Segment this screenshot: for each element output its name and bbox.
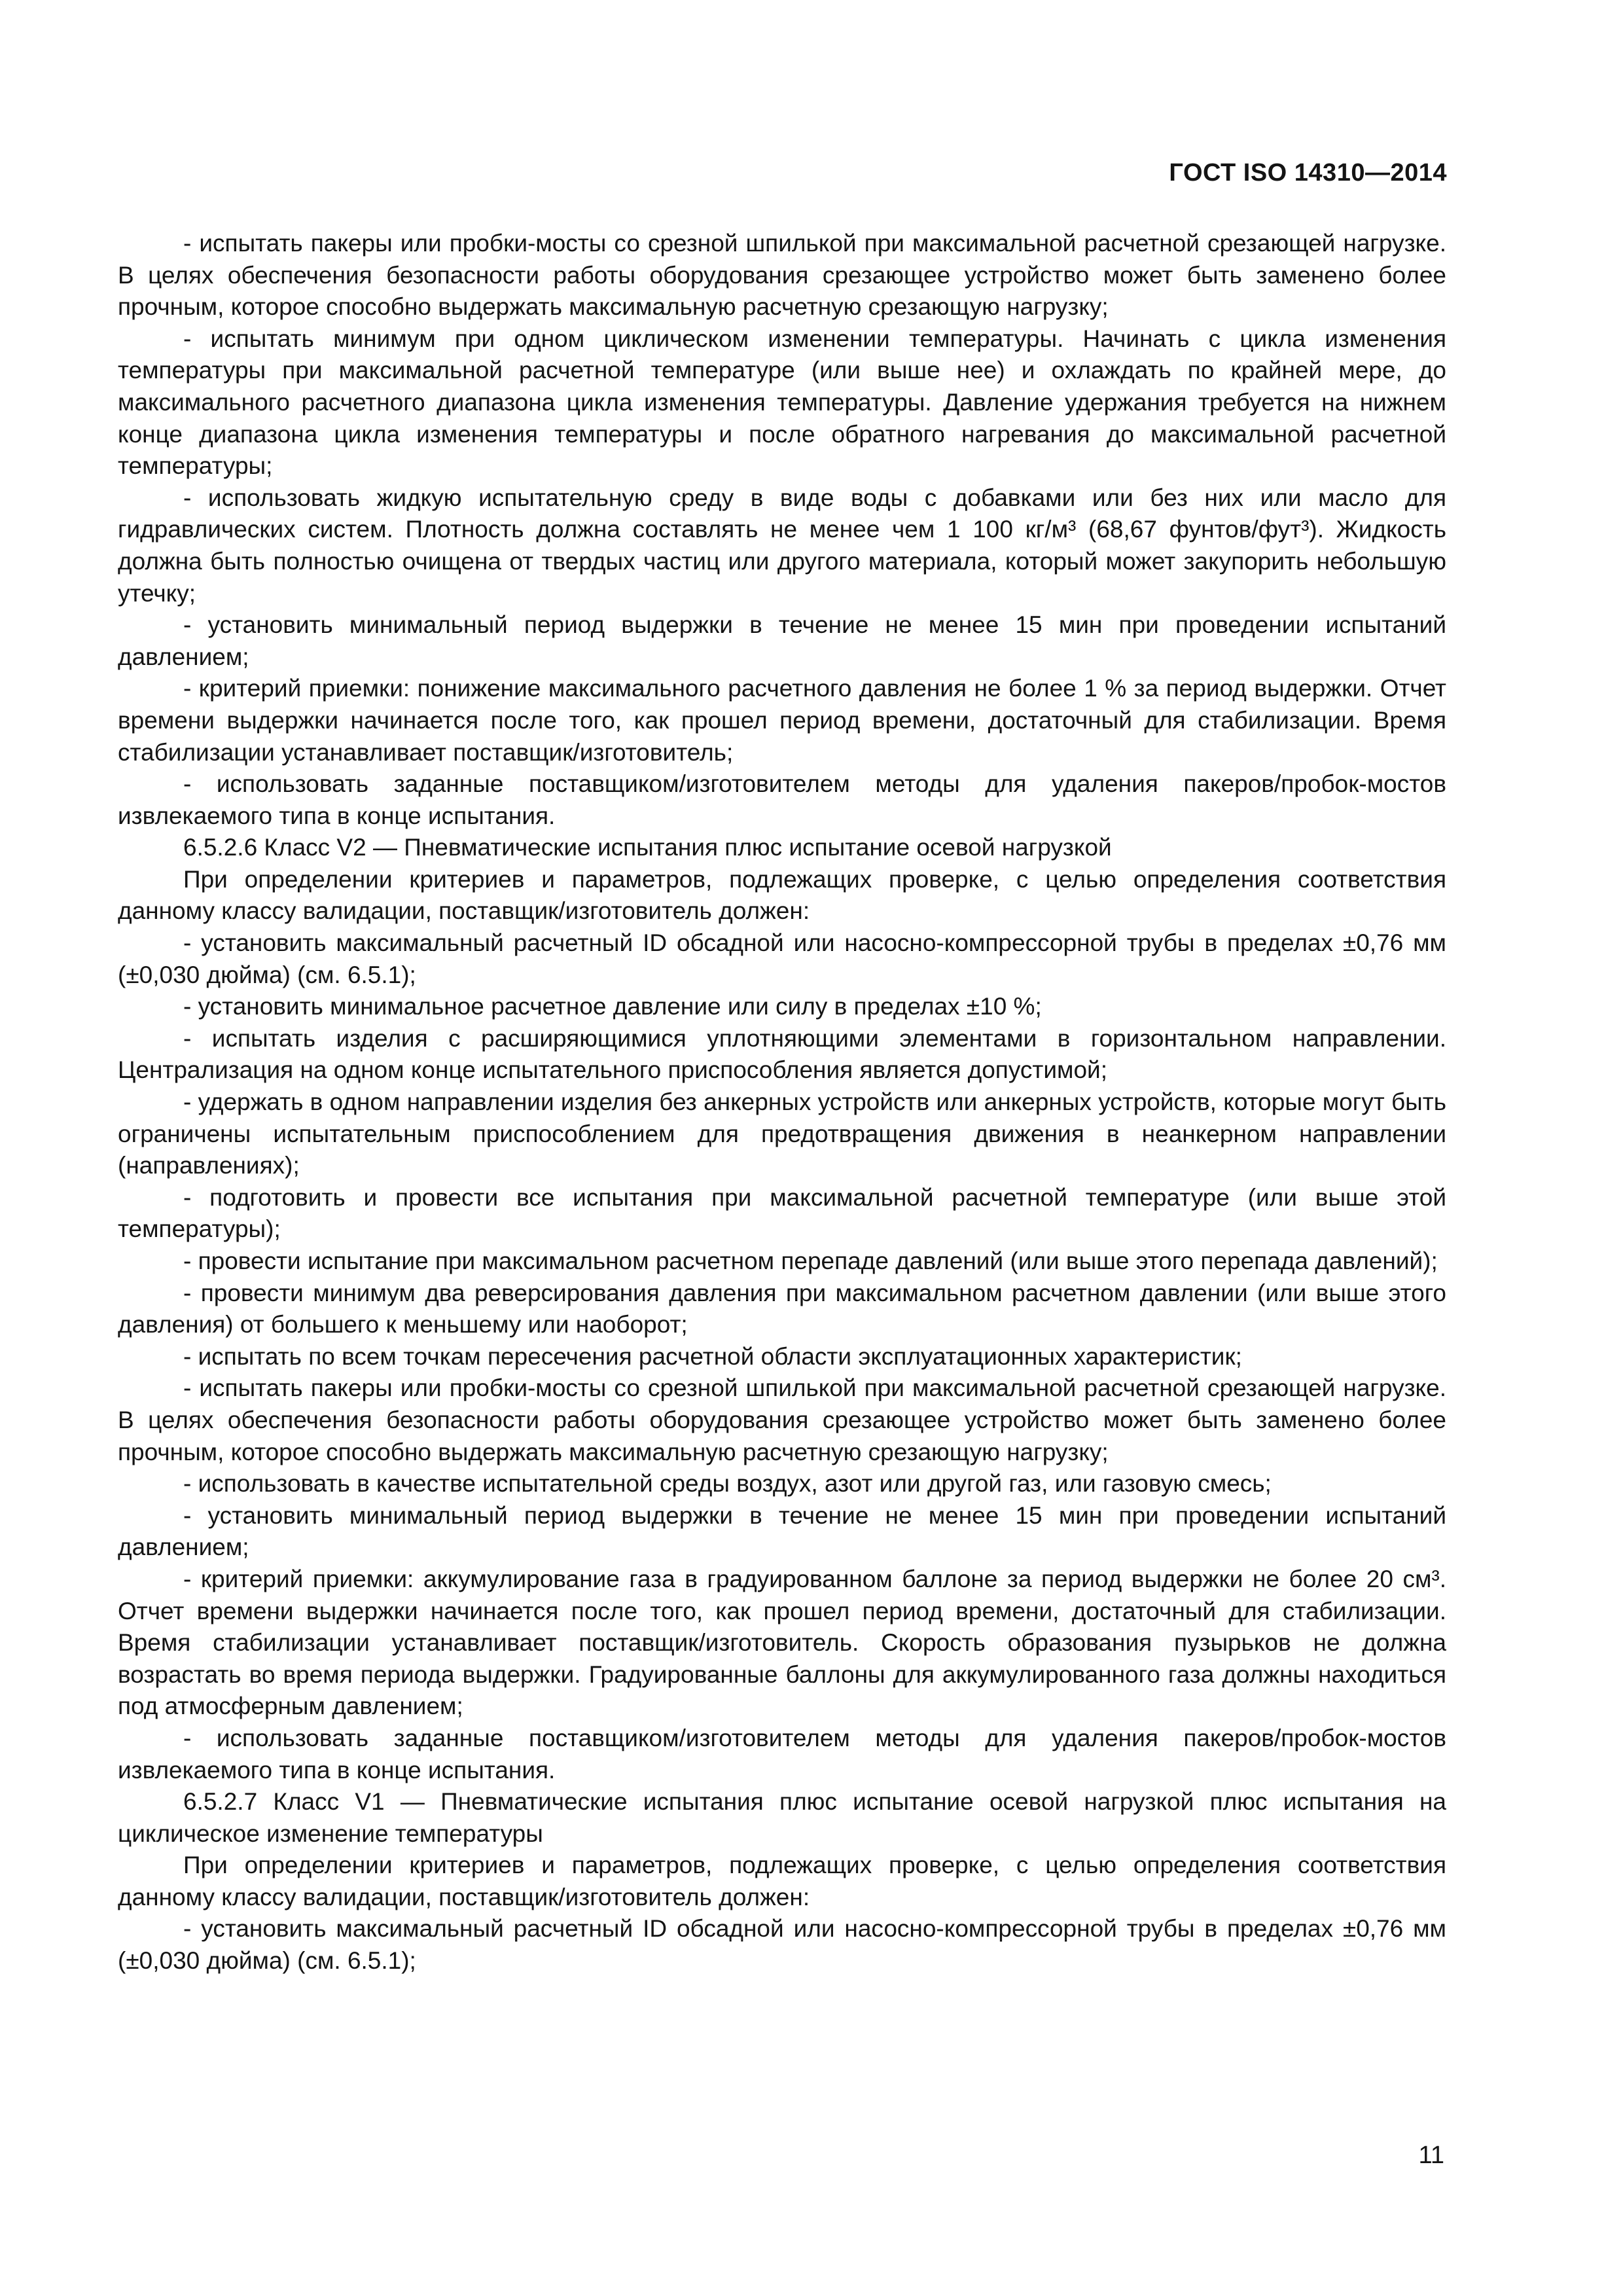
paragraph: При определении критериев и параметров, подлежащих проверке, с целью определения соответствия данному классу валидации, поставщик/изготовитель должен: bbox=[118, 1852, 1446, 1910]
document-body bbox=[118, 228, 1446, 1977]
paragraph: - использовать заданные поставщиком/изготовителем методы для удаления пакеров/пробок-мостов извлекаемого типа в конце испытания. bbox=[118, 1724, 1446, 1784]
section-heading: 6.5.2.6 Класс V2 — Пневматические испытания плюс испытание осевой нагрузкой bbox=[183, 834, 1112, 861]
paragraph: - установить минимальный период выдержки в течение не менее 15 мин при проведении испытаний давлением; bbox=[118, 1501, 1446, 1561]
paragraph: - установить минимальный период выдержки в течение не менее 15 мин при проведении испытаний давлением; bbox=[118, 611, 1446, 670]
paragraph: - испытать пакеры или пробки-мосты со срезной шпилькой при максимальной расчетной срезающей нагрузке. В целях обеспечения безопасности работы оборудования срезающее устройство может быть заменено более прочным, которое способно выдержать максимальную расчетную срезающую нагрузку; bbox=[118, 230, 1446, 321]
page-number: 11 bbox=[1418, 2142, 1444, 2169]
paragraph: - испытать минимум при одном циклическом изменении температуры. Начинать с цикла изменения температуры при максимальной расчетной температуре (или выше нее) и охлаждать по крайней мере, до максимального расчетного диапазона цикла изменения температуры. Давление удержания требуется на нижнем конце диапазона цикла изменения температуры и после обратного нагревания до максимальной расчетной температуры; bbox=[118, 325, 1446, 480]
paragraph: - удержать в одном направлении изделия без анкерных устройств или анкерных устройств, которые могут быть ограничены испытательным приспособлением для предотвращения движения в неанкерном направлении (направлениях); bbox=[118, 1088, 1446, 1179]
paragraph: - подготовить и провести все испытания при максимальной расчетной температуре (или выше этой температуры); bbox=[118, 1183, 1446, 1243]
paragraph: - установить минимальное расчетное давление или силу в пределах ±10 %; bbox=[183, 993, 1042, 1020]
paragraph: - использовать заданные поставщиком/изготовителем методы для удаления пакеров/пробок-мостов извлекаемого типа в конце испытания. bbox=[118, 770, 1446, 829]
paragraph: При определении критериев и параметров, подлежащих проверке, с целью определения соответствия данному классу валидации, поставщик/изготовитель должен: bbox=[118, 865, 1446, 925]
paragraph: - провести минимум два реверсирования давления при максимальном расчетном давлении (или выше этого давления) от большего к меньшему или наоборот; bbox=[118, 1279, 1446, 1338]
paragraph: - использовать жидкую испытательную среду в виде воды с добавками или без них или масло для гидравлических систем. Плотность должна составлять не менее чем 1 100 кг/м³ (68,67 фунтов/фут³). Жидкость должна быть полностью очищена от твердых частиц или другого материала, который может закупорить небольшую утечку; bbox=[118, 484, 1446, 607]
paragraph: - критерий приемки: аккумулирование газа в градуированном баллоне за период выдержки не более 20 см³. Отчет времени выдержки начинается после того, как прошел период времени, достаточный для стабилизации. Время стабилизации устанавливает поставщик/изготовитель. Скорость образования пузырьков не должна возрастать во время периода выдержки. Градуированные баллоны для аккумулированного газа должны находиться под атмосферным давлением; bbox=[118, 1565, 1446, 1720]
paragraph: - испытать пакеры или пробки-мосты со срезной шпилькой при максимальной расчетной срезающей нагрузке. В целях обеспечения безопасности работы оборудования срезающее устройство может быть заменено более прочным, которое способно выдержать максимальную расчетную срезающую нагрузку; bbox=[118, 1374, 1446, 1465]
section-heading: 6.5.2.7 Класс V1 — Пневматические испытания плюс испытание осевой нагрузкой плюс испытания на циклическое изменение температуры bbox=[118, 1788, 1446, 1847]
paragraph: - испытать изделия с расширяющимися уплотняющими элементами в горизонтальном направлении. Централизация на одном конце испытательного приспособления является допустимой; bbox=[118, 1024, 1446, 1084]
paragraph: - использовать в качестве испытательной среды воздух, азот или другой газ, или газовую смесь; bbox=[183, 1470, 1272, 1498]
paragraph: - провести испытание при максимальном расчетном перепаде давлений (или выше этого перепада давлений); bbox=[183, 1247, 1438, 1274]
paragraph: - критерий приемки: понижение максимального расчетного давления не более 1 % за период выдержки. Отчет времени выдержки начинается после того, как прошел период времени, достаточный для стабилизации. Время стабилизации устанавливает поставщик/изготовитель; bbox=[118, 675, 1446, 766]
document-header-code: ГОСТ ISO 14310—2014 bbox=[1169, 159, 1447, 187]
paragraph: - установить максимальный расчетный ID обсадной или насосно-компрессорной трубы в пределах ±0,76 мм (±0,030 дюйма) (см. 6.5.1); bbox=[118, 929, 1446, 988]
paragraph: - испытать по всем точкам пересечения расчетной области эксплуатационных характеристик; bbox=[183, 1342, 1242, 1370]
paragraph: - установить максимальный расчетный ID обсадной или насосно-компрессорной трубы в пределах ±0,76 мм (±0,030 дюйма) (см. 6.5.1); bbox=[118, 1915, 1446, 1975]
